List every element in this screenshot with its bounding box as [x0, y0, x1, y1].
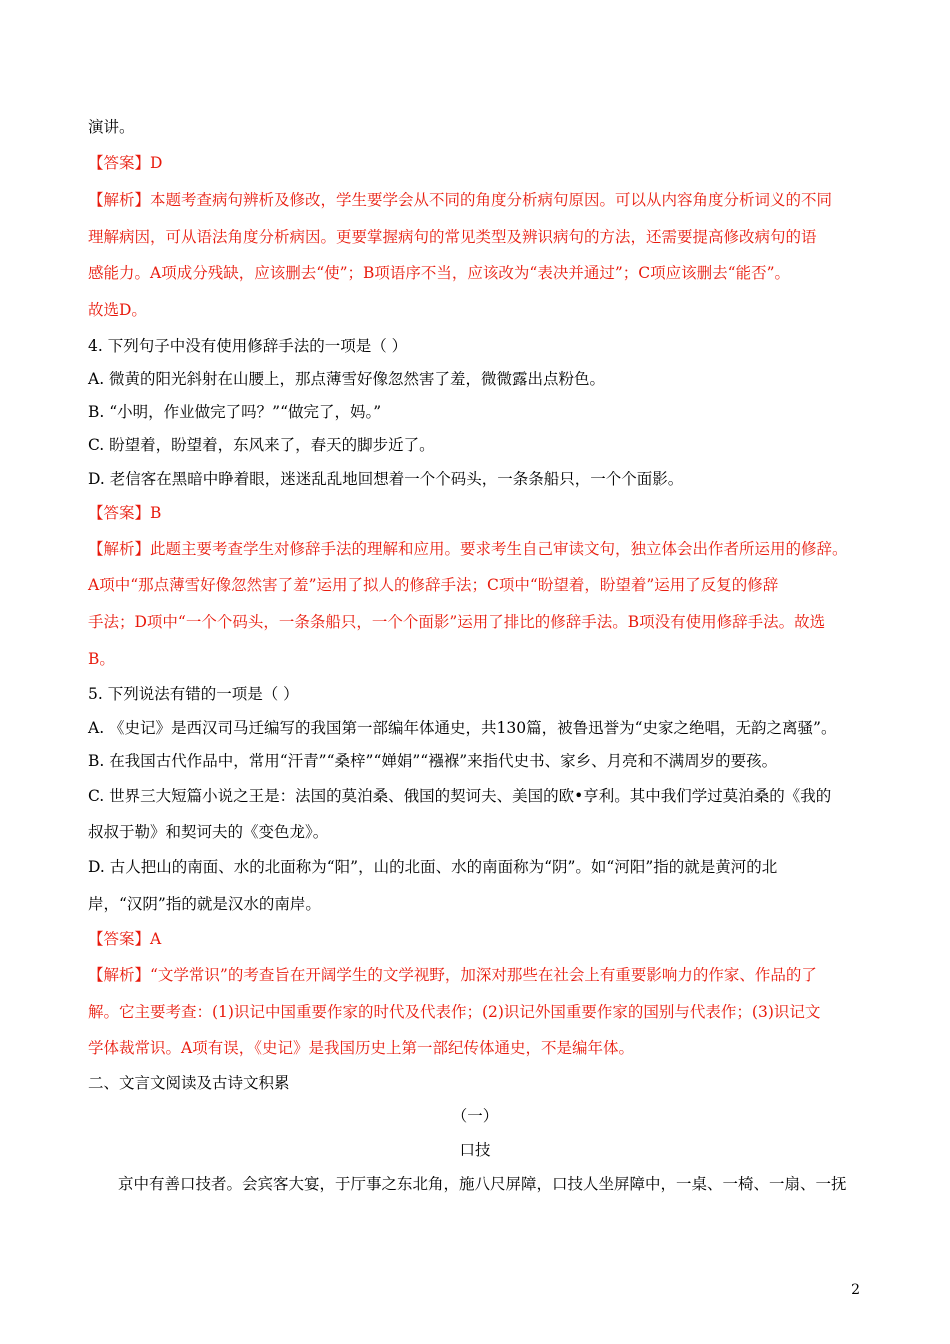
option-a: A. 《史记》是西汉司马迁编写的我国第一部编年体通史，共130篇，被鲁迅誉为“史家之绝唱，无韵之离骚”。	[88, 719, 837, 737]
option-d: D. 老信客在黑暗中睁着眼，迷迷乱乱地回想着一个个码头，一条条船只，一个个面影。	[88, 470, 684, 488]
option-c: C. 世界三大短篇小说之王是：法国的莫泊桑、俄国的契诃夫、美国的欧•亨利。其中我们学过莫泊桑的《我的	[88, 787, 832, 805]
analysis-line: A项中“那点薄雪好像忽然害了羞”运用了拟人的修辞手法；C项中“盼望着，盼望着”运用了反复的修辞	[88, 576, 779, 594]
option-d-continued: 岸，“汉阴”指的就是汉水的南岸。	[88, 895, 321, 913]
text-line: 演讲。	[88, 118, 135, 136]
analysis-line: 故选D。	[88, 301, 147, 319]
section-heading: 二、文言文阅读及古诗文积累	[88, 1074, 290, 1092]
option-d: D. 古人把山的南面、水的北面称为“阳”，山的北面、水的南面称为“阴”。如“河阳”指的就是黄河的北	[88, 858, 778, 876]
analysis-line: 解。它主要考查：(1)识记中国重要作家的时代及代表作；(2)识记外国重要作家的国别与代表作；(3)识记文	[88, 1003, 821, 1021]
answer-label: 【答案】D	[88, 154, 163, 172]
analysis-line: 感能力。A项成分残缺，应该删去“使”；B项语序不当，应该改为“表决并通过”；C项应该删去“能否”。	[88, 264, 790, 282]
analysis-line: 理解病因，可从语法角度分析病因。更要掌握病句的常见类型及辨识病句的方法，还需要提高修改病句的语	[88, 228, 817, 246]
question-title: 5. 下列说法有错的一项是（ ）	[88, 685, 299, 703]
analysis-line: 手法；D项中“一个个码头，一条条船只，一个个面影”运用了排比的修辞手法。B项没有使用修辞手法。故选	[88, 613, 826, 631]
answer-label: 【答案】B	[88, 504, 162, 522]
option-b: B. “小明，作业做完了吗？”“做完了，妈。”	[88, 403, 382, 421]
analysis-line: 【解析】“文学常识”的考查旨在开阔学生的文学视野，加深对那些在社会上有重要影响力的作家、作品的了	[88, 966, 817, 984]
option-c: C. 盼望着，盼望着，东风来了，春天的脚步近了。	[88, 436, 435, 454]
option-c-continued: 叔叔于勒》和契诃夫的《变色龙》。	[88, 823, 329, 841]
question-title: 4. 下列句子中没有使用修辞手法的一项是（ ）	[88, 337, 408, 355]
option-b: B. 在我国古代作品中，常用“汗青”“桑梓”“婵娟”“襁褓”来指代史书、家乡、月亮和不满周岁的要孩。	[88, 752, 778, 770]
answer-label: 【答案】A	[88, 930, 162, 948]
passage-title: 口技	[459, 1141, 491, 1159]
passage-text: 京中有善口技者。会宾客大宴，于厅事之东北角，施八尺屏障，口技人坐屏障中，一桌、一椅、一扇、一抚	[118, 1175, 847, 1193]
subsection-heading: （一）	[451, 1107, 499, 1125]
analysis-line: 学体裁常识。A项有误，《史记》是我国历史上第一部纪传体通史，不是编年体。	[88, 1039, 634, 1057]
analysis-line: 【解析】本题考查病句辨析及修改，学生要学会从不同的角度分析病句原因。可以从内容角度分析词义的不同	[88, 191, 833, 209]
page-number: 2	[851, 1282, 860, 1298]
analysis-line: 【解析】此题主要考查学生对修辞手法的理解和应用。要求考生自己审读文句，独立体会出作者所运用的修辞。	[88, 540, 848, 558]
option-a: A. 微黄的阳光斜射在山腰上，那点薄雪好像忽然害了羞，微微露出点粉色。	[88, 370, 606, 388]
analysis-line: B。	[88, 650, 115, 668]
